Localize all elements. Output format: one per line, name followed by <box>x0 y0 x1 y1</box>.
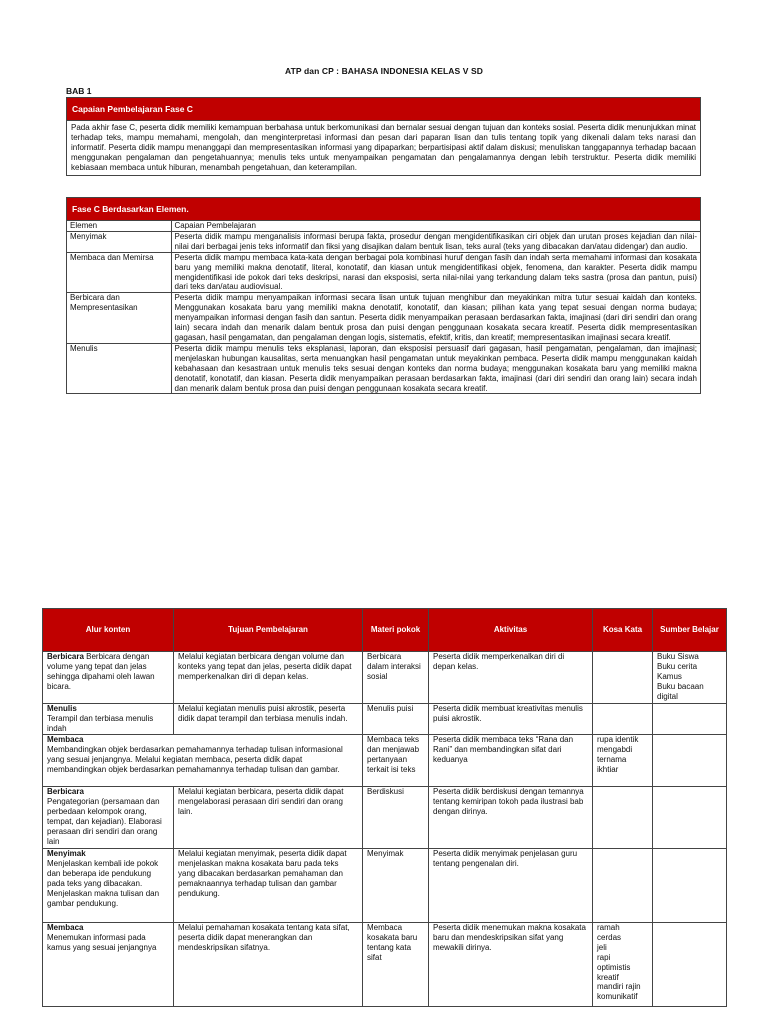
table-row <box>43 652 727 704</box>
alur-desc: Menjelaskan kembali ide pokok dan beberapa ide pendukung pada teks yang dibacakan. Menjelaskan makna tulisan dan gambar pendukung. <box>47 858 160 908</box>
elemen-header-row <box>67 221 700 231</box>
kosa-kata-cell <box>593 849 653 923</box>
elemen-row-membaca <box>67 252 700 293</box>
table-row <box>43 704 727 735</box>
tujuan-cell: Melalui kegiatan berbicara, peserta didik dapat mengelaborasi perasaan diri sendiri dan orang lain. <box>174 787 363 849</box>
alur-konten-cell <box>43 849 174 923</box>
elemen-capaian: Peserta didik mampu membaca kata-kata dengan berbagai pola kombinasi huruf dengan fasih dan indah serta memahami informasi dan kosakata baru yang memiliki makna denotatif, literal, konotatif, dan kiasan untuk mengidentifikasi objek, fenomena, dan karakter. Peserta didik mampu mengidentifikasi ide pokok dari teks deskripsi, narasi dan eksposisi, serta nilai-nilai yang terkandung dalam teks sastra (prosa dan pantun, puisi) dari teks dan/atau audiovisual. <box>171 252 700 293</box>
alur-konten-cell <box>43 787 174 849</box>
alur-title: Membaca <box>47 923 84 932</box>
alur-konten-header: Alur konten <box>43 609 174 652</box>
alur-title: Menulis <box>47 704 77 713</box>
elemen-col-header: Elemen <box>70 221 98 230</box>
table-row <box>43 787 727 849</box>
tujuan-cell: Melalui kegiatan menulis puisi akrostik, peserta didik dapat terampil dan terbiasa menulis indah. <box>174 704 363 735</box>
sumber-cell <box>653 735 727 787</box>
alur-konten-cell <box>43 735 363 787</box>
tujuan-cell: Melalui kegiatan menyimak, peserta didik dapat menjelaskan makna kosakata baru pada teks yang dibacakan berdasarkan pemahaman dan pemaknaannya terhadap tulisan dan gambar pendukung. <box>174 849 363 923</box>
atp-table <box>42 608 727 1007</box>
sumber-header: Sumber Belajar <box>653 609 727 652</box>
tujuan-header: Tujuan Pembelajaran <box>174 609 363 652</box>
aktivitas-header: Aktivitas <box>429 609 593 652</box>
elemen-row-menulis <box>67 343 700 393</box>
document-title: ATP dan CP : BAHASA INDONESIA KELAS V SD <box>285 66 483 76</box>
materi-cell: Berbicara dalam interaksi sosial <box>363 652 429 704</box>
elemen-capaian: Peserta didik mampu menyampaikan informasi secara lisan untuk tujuan menghibur dan meyakinkan mitra tutur sesuai kaidah dan konteks. Menggunakan kosakata baru yang memiliki makna denotatif, konotatif, dan kiasan; pilihan kata yang tepat sesuai dengan norma budaya; menyampaikan informasi dengan fasih dan santun. Peserta didik menyampaikan perasaan berdasarkan fakta, imajinasi (dari diri sendiri dan orang lain) secara indah dan menarik dalam bentuk prosa dan puisi dengan penggunaan kosakata secara kreatif. Peserta didik mempresentasikan gagasan, hasil pengamatan, dan pengalaman dengan logis, sistematis, efektif, kritis, dan kreatif; mempresentasikan imajinasi secara kreatif. <box>171 293 700 344</box>
aktivitas-cell: Peserta didik membaca teks “Rana dan Rani” dan membandingkan sifat dari keduanya <box>429 735 593 787</box>
sumber-cell: Buku Siswa Buku cerita Kamus Buku bacaan digital <box>653 652 727 704</box>
elemen-name: Menulis <box>67 343 171 393</box>
sumber-cell <box>653 849 727 923</box>
capaian-box <box>66 97 701 176</box>
alur-desc: Berbicara dengan volume yang tepat dan jelas sehingga dipahami oleh lawan bicara. <box>47 652 155 691</box>
aktivitas-cell: Peserta didik menyimak penjelasan guru tentang pengenalan diri. <box>429 849 593 923</box>
elemen-capaian: Peserta didik mampu menganalisis informasi berupa fakta, prosedur dengan mengidentifikasikan ciri objek dan urutan proses kejadian dan nilai-nilai dari berbagai jenis teks informatif dan fiksi yang disajikan dalam bentuk lisan, teks aural (teks yang dibacakan dan/atau didengar) dan audio. <box>171 231 700 252</box>
table-row <box>43 923 727 1007</box>
alur-konten-cell <box>43 704 174 735</box>
kosa-kata-cell <box>593 704 653 735</box>
kosa-kata-cell <box>593 787 653 849</box>
elemen-capaian: Peserta didik mampu menulis teks eksplanasi, laporan, dan eksposisi persuasif dari gagasan, hasil pengamatan, pengalaman, dan imajinasi; menjelaskan hubungan kausalitas, serta menuangkan hasil pengamatan untuk meyakinkan pembaca. Peserta didik mampu menggunakan kaidah kebahasaan dan kesastraan untuk menulis teks sesuai dengan konteks dan norma budaya; menggunakan kosakata baru yang memiliki makna denotatif, konotatif, dan kiasan. Peserta didik menyampaikan perasaan berdasarkan fakta, imajinasi (dari diri sendiri dan orang lain) secara indah dan menarik dalam bentuk prosa dan puisi dengan penggunaan kosakata secara kreatif. <box>171 343 700 393</box>
tujuan-cell: Melalui pemahaman kosakata tentang kata sifat, peserta didik dapat menerangkan dan mendeskripsikan sifatnya. <box>174 923 363 1007</box>
elemen-header: Fase C Berdasarkan Elemen. <box>67 198 700 221</box>
table-row <box>43 735 727 787</box>
sumber-cell <box>653 923 727 1007</box>
alur-desc: Menemukan informasi pada kamus yang sesuai jenjangnya <box>47 932 157 952</box>
elemen-table <box>67 221 700 393</box>
tujuan-cell: Melalui kegiatan berbicara dengan volume dan konteks yang tepat dan jelas, peserta didik dapat memperkenalkan diri di depan kelas. <box>174 652 363 704</box>
elemen-name: Menyimak <box>67 231 171 252</box>
capaian-col-header: Capaian Pembelajaran <box>171 221 700 231</box>
alur-desc: Terampil dan terbiasa menulis indah <box>47 713 154 733</box>
sumber-cell <box>653 787 727 849</box>
atp-header-row <box>43 609 727 652</box>
materi-cell: Membaca kosakata baru tentang kata sifat <box>363 923 429 1007</box>
materi-header: Materi pokok <box>363 609 429 652</box>
alur-title: Berbicara <box>47 652 84 661</box>
alur-title: Menyimak <box>47 849 86 858</box>
chapter-label: BAB 1 <box>66 86 92 96</box>
elemen-row-berbicara <box>67 293 700 344</box>
aktivitas-cell: Peserta didik berdiskusi dengan temannya tentang kemiripan tokoh pada ilustrasi bab dengan dirinya. <box>429 787 593 849</box>
aktivitas-cell: Peserta didik menemukan makna kosakata baru dan mendeskripsikan sifat yang mewakili dirinya. <box>429 923 593 1007</box>
materi-cell: Menulis puisi <box>363 704 429 735</box>
materi-cell: Berdiskusi <box>363 787 429 849</box>
table-row <box>43 849 727 923</box>
elemen-row-menyimak <box>67 231 700 252</box>
aktivitas-cell: Peserta didik membuat kreativitas menulis puisi akrostik. <box>429 704 593 735</box>
alur-konten-cell <box>43 652 174 704</box>
kosa-kata-cell <box>593 652 653 704</box>
aktivitas-cell: Peserta didik memperkenalkan diri di depan kelas. <box>429 652 593 704</box>
elemen-box <box>66 197 701 394</box>
capaian-header: Capaian Pembelajaran Fase C <box>67 98 700 121</box>
kosa-kata-cell: rupa identik mengabdi ternama ikhtiar <box>593 735 653 787</box>
materi-cell: Membaca teks dan menjawab pertanyaan terkait isi teks <box>363 735 429 787</box>
kosa-kata-header: Kosa Kata <box>593 609 653 652</box>
elemen-name: Membaca dan Memirsa <box>67 252 171 293</box>
sumber-cell <box>653 704 727 735</box>
elemen-name: Berbicara dan Mempresentasikan <box>67 293 171 344</box>
alur-desc: Pengategorian (persamaan dan perbedaan kelompok orang, tempat, dan kejadian). Elaborasi perasaan diri sendiri dan orang lain <box>47 796 162 846</box>
alur-desc: Membandingkan objek berdasarkan pemahamannya terhadap tulisan informasional yang sesuai jenjangnya. Melalui kegiatan membaca, peserta didik dapat membandingkan objek berdasarkan pemahamannya terhadap tulisan dan gambar. <box>47 744 343 774</box>
materi-cell: Menyimak <box>363 849 429 923</box>
capaian-text: Pada akhir fase C, peserta didik memiliki kemampuan berbahasa untuk berkomunikasi dan bernalar sesuai dengan tujuan dan konteks sosial. Peserta didik menunjukkan minat terhadap teks, mampu memahami, mengolah, dan menginterpretasi informasi dan pesan dari paparan lisan dan tulis tentang topik yang dikenali dalam teks narasi dan informatif. Peserta didik mampu menanggapi dan mempresentasikan informasi yang dipaparkan; berpartisipasi aktif dalam diskusi; menuliskan tanggapannya terhadap bacaan menggunakan pengalaman dan pengetahuannya; menulis teks untuk menyampaikan pengamatan dan pengalamannya dengan lebih terstruktur. Peserta didik memiliki kebiasaan membaca untuk hiburan, menambah pengetahuan, dan keterampilan. <box>71 123 696 172</box>
alur-title: Berbicara <box>47 787 84 796</box>
alur-konten-cell <box>43 923 174 1007</box>
kosa-kata-cell: ramah cerdas jeli rapi optimistis kreatif mandiri rajin komunikatif <box>593 923 653 1007</box>
alur-title: Membaca <box>47 735 84 744</box>
